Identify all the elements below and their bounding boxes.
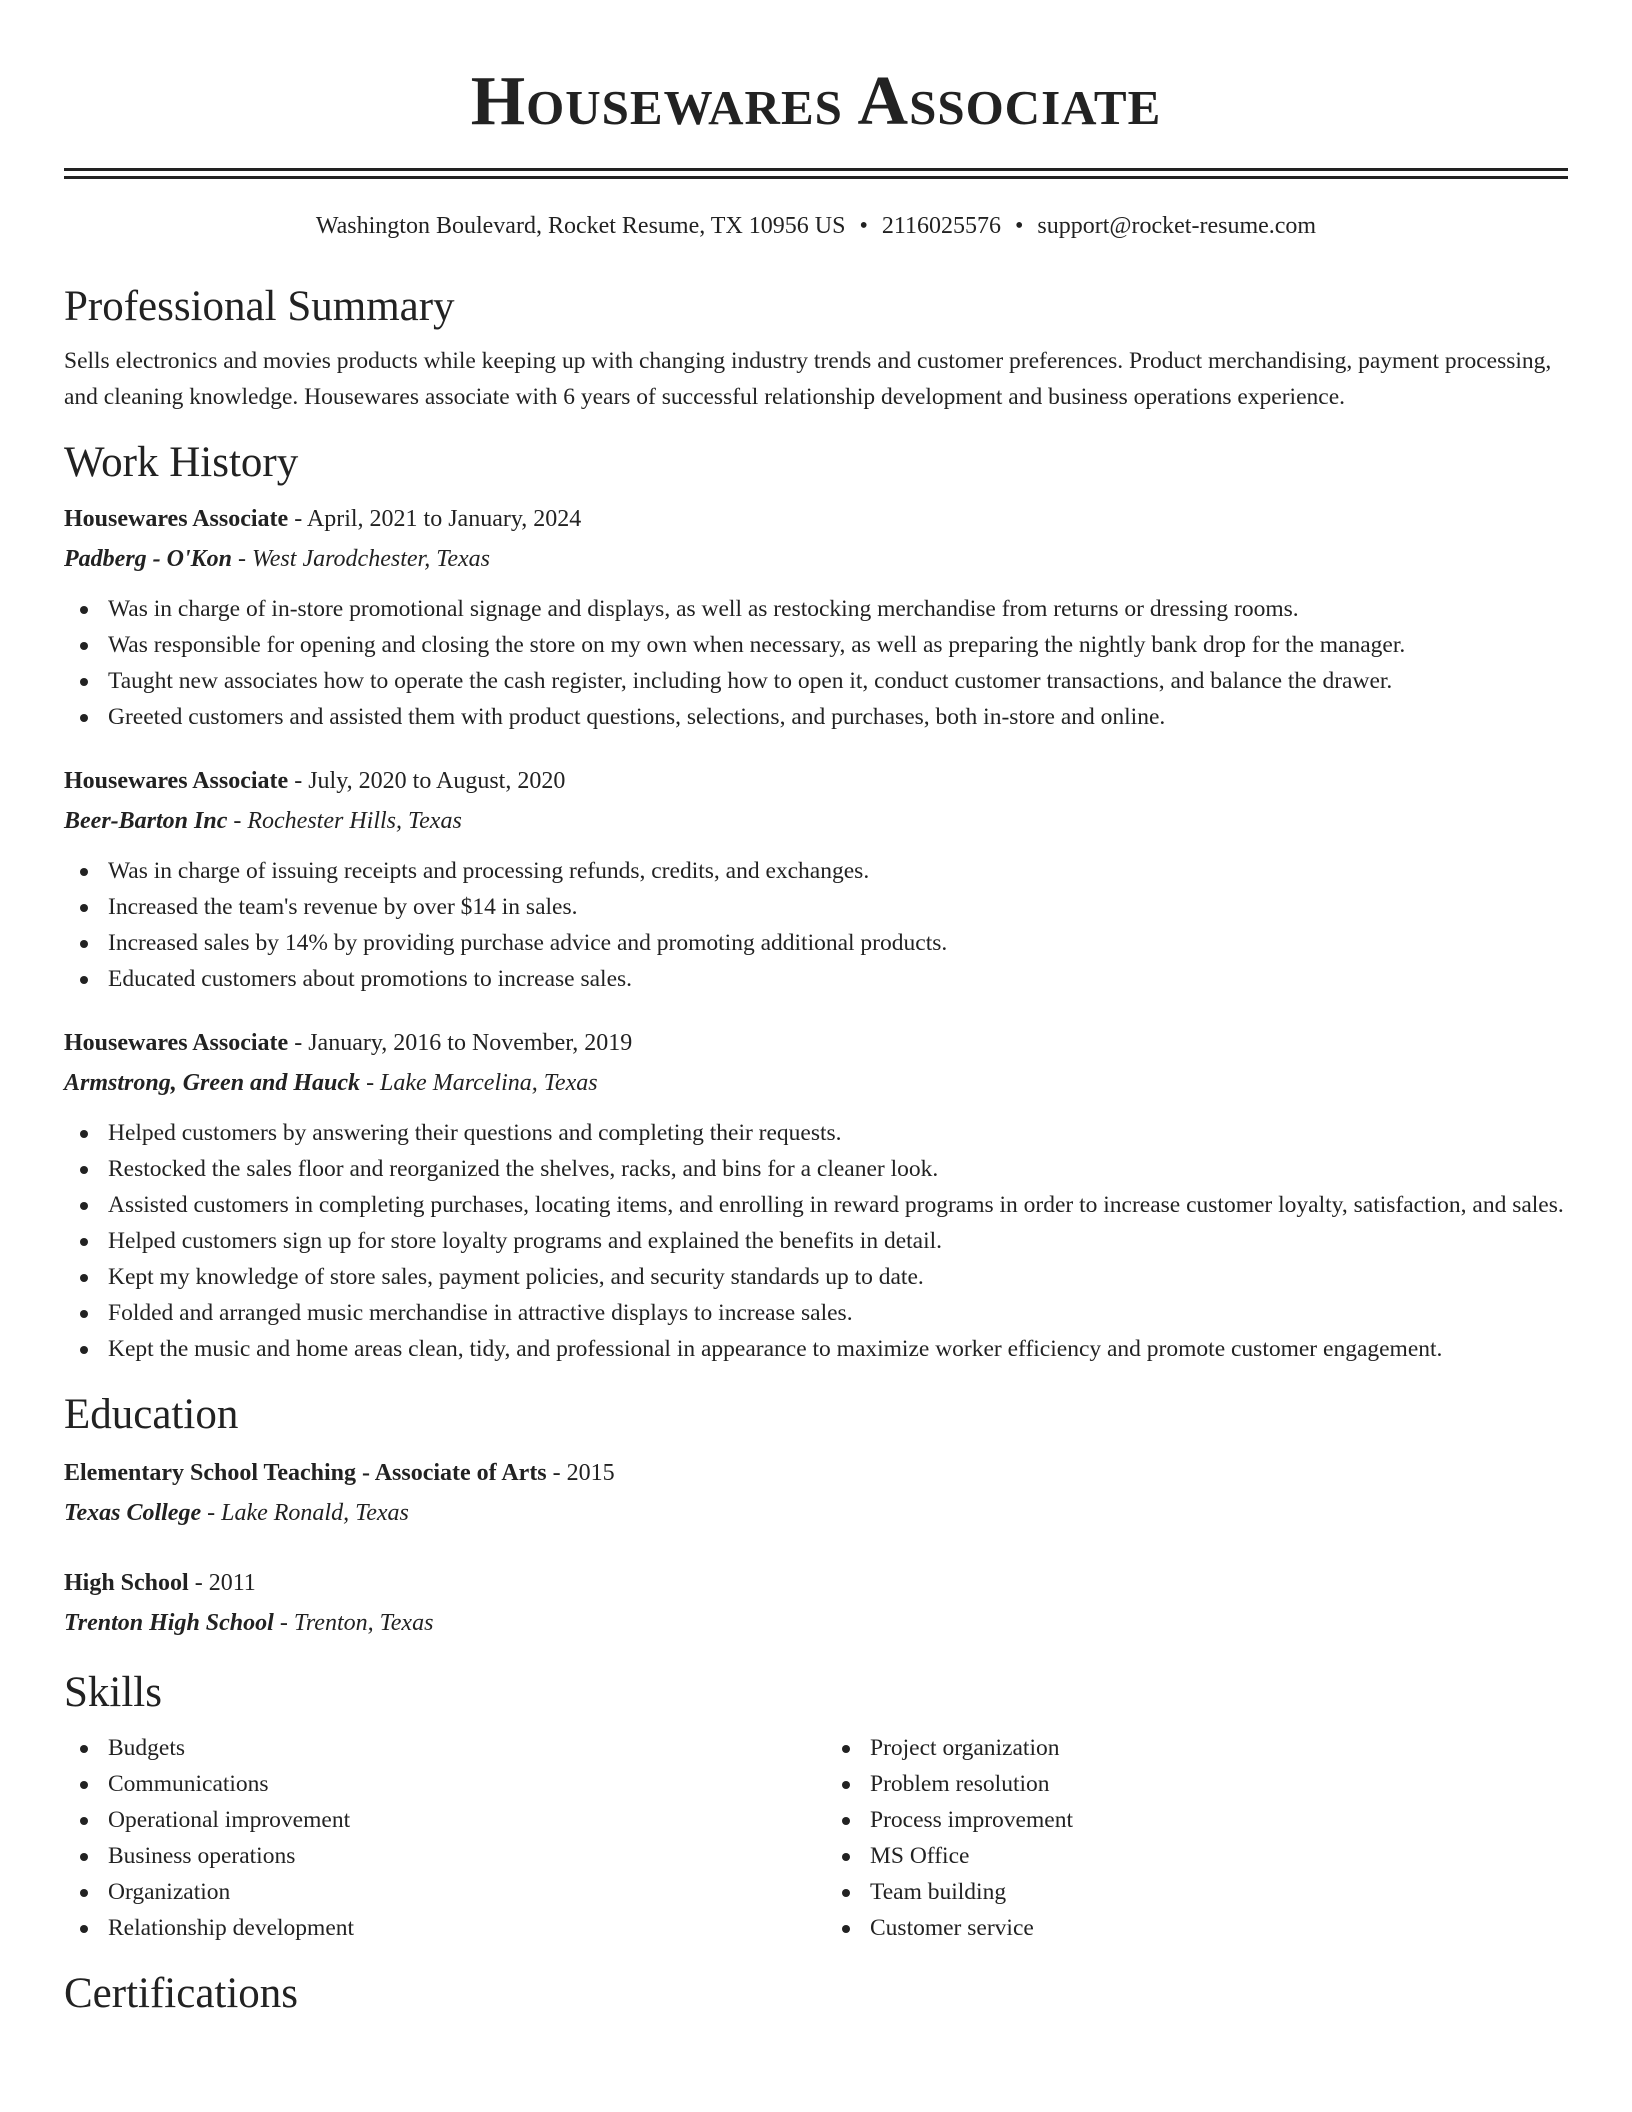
job-title-line [64, 499, 1568, 539]
job-duties-list [64, 591, 1568, 735]
job-company: Padberg - O'Kon [64, 545, 232, 572]
education-entry [64, 1563, 1568, 1643]
certifications-heading: Certifications [64, 1970, 299, 2018]
education-location: - Lake Ronald, Texas [201, 1499, 409, 1526]
skill-item: Relationship development [64, 1910, 806, 1946]
contact-separator: • [1015, 213, 1024, 239]
contact-phone: 2116025576 [881, 213, 1001, 239]
education-school: Trenton High School [64, 1609, 274, 1636]
header-rule-top [64, 168, 1568, 171]
job-duty-item: Was in charge of in-store promotional signage and displays, as well as restocking merchandise from returns or dressing rooms. [64, 591, 1568, 627]
education-entry [64, 1453, 1568, 1533]
contact-email: support@rocket-resume.com [1037, 213, 1317, 239]
job-title: Housewares Associate [64, 505, 289, 532]
skill-item: Operational improvement [64, 1802, 806, 1838]
skill-item: Problem resolution [826, 1766, 1568, 1802]
job-entry [64, 1023, 1568, 1367]
education-school-line [64, 1603, 1568, 1643]
education-school: Texas College [64, 1499, 202, 1526]
education-location: - Trenton, Texas [273, 1609, 434, 1636]
job-duty-item: Folded and arranged music merchandise in attractive displays to increase sales. [64, 1295, 1568, 1331]
education-year: - 2011 [188, 1569, 256, 1596]
job-entry [64, 761, 1568, 997]
job-location: - West Jarodchester, Texas [232, 545, 490, 572]
skills-list-right [826, 1730, 1568, 1946]
resume-title: Housewares Associate [470, 63, 1162, 140]
skill-item: Project organization [826, 1730, 1568, 1766]
job-company-line [64, 1063, 1568, 1103]
education-school-line [64, 1493, 1568, 1533]
job-duties-list [64, 1115, 1568, 1367]
summary-text: Sells electronics and movies products while keeping up with changing industry trends and customer preferences. Product merchandising, payment processing, and cleaning knowledge. Housewares associate with 6 years of successful relationship development and business operations experience. [64, 348, 1552, 411]
skill-item: Team building [826, 1874, 1568, 1910]
job-dates: - January, 2016 to November, 2019 [288, 1029, 633, 1056]
job-duty-item: Was responsible for opening and closing the store on my own when necessary, as well as preparing the nightly bank drop for the manager. [64, 627, 1568, 663]
job-duty-item: Increased sales by 14% by providing purchase advice and promoting additional products. [64, 925, 1568, 961]
contact-line [64, 212, 1568, 241]
education-degree-line [64, 1453, 1568, 1493]
job-duty-item: Increased the team's revenue by over $14 in sales. [64, 889, 1568, 925]
header-rule-bottom [64, 176, 1568, 179]
job-duty-item: Greeted customers and assisted them with product questions, selections, and purchases, both in-store and online. [64, 699, 1568, 735]
job-duty-item: Was in charge of issuing receipts and processing refunds, credits, and exchanges. [64, 853, 1568, 889]
job-company: Armstrong, Green and Hauck [64, 1069, 361, 1096]
skills-list-left [64, 1730, 806, 1946]
job-dates: - April, 2021 to January, 2024 [288, 505, 582, 532]
job-duties-list [64, 853, 1568, 997]
skill-item: Budgets [64, 1730, 806, 1766]
job-dates: - July, 2020 to August, 2020 [288, 767, 566, 794]
contact-address: Washington Boulevard, Rocket Resume, TX 10956 US [315, 213, 846, 239]
job-title-line [64, 761, 1568, 801]
education-year: - 2015 [546, 1459, 615, 1486]
skill-item: Business operations [64, 1838, 806, 1874]
job-company-line [64, 539, 1568, 579]
job-title: Housewares Associate [64, 1029, 289, 1056]
job-location: - Lake Marcelina, Texas [360, 1069, 598, 1096]
job-company-line [64, 801, 1568, 841]
contact-separator: • [859, 213, 868, 239]
job-title: Housewares Associate [64, 767, 289, 794]
job-duty-item: Restocked the sales floor and reorganized the shelves, racks, and bins for a cleaner look. [64, 1151, 1568, 1187]
education-heading: Education [64, 1390, 239, 1438]
job-location: - Rochester Hills, Texas [227, 807, 462, 834]
job-title-line [64, 1023, 1568, 1063]
summary-heading: Professional Summary [64, 282, 455, 330]
education-degree: High School [64, 1569, 189, 1596]
work-history-heading: Work History [64, 439, 299, 487]
skills-heading: Skills [64, 1668, 162, 1716]
job-company: Beer-Barton Inc [64, 807, 228, 834]
skill-item: Process improvement [826, 1802, 1568, 1838]
job-duty-item: Taught new associates how to operate the cash register, including how to open it, conduct customer transactions, and balance the drawer. [64, 663, 1568, 699]
skill-item: Organization [64, 1874, 806, 1910]
job-duty-item: Kept my knowledge of store sales, payment policies, and security standards up to date. [64, 1259, 1568, 1295]
skill-item: Customer service [826, 1910, 1568, 1946]
job-duty-item: Educated customers about promotions to increase sales. [64, 961, 1568, 997]
skills-grid [64, 1730, 1568, 1946]
job-duty-item: Kept the music and home areas clean, tidy, and professional in appearance to maximize worker efficiency and promote customer engagement. [64, 1331, 1568, 1367]
job-duty-item: Helped customers sign up for store loyalty programs and explained the benefits in detail. [64, 1223, 1568, 1259]
resume-page [64, 0, 1568, 2020]
education-degree: Elementary School Teaching - Associate of Arts [64, 1459, 547, 1486]
job-duty-item: Assisted customers in completing purchases, locating items, and enrolling in reward programs in order to increase customer loyalty, satisfaction, and sales. [64, 1187, 1568, 1223]
job-entry [64, 499, 1568, 735]
job-duty-item: Helped customers by answering their questions and completing their requests. [64, 1115, 1568, 1151]
education-degree-line [64, 1563, 1568, 1603]
skill-item: Communications [64, 1766, 806, 1802]
skill-item: MS Office [826, 1838, 1568, 1874]
